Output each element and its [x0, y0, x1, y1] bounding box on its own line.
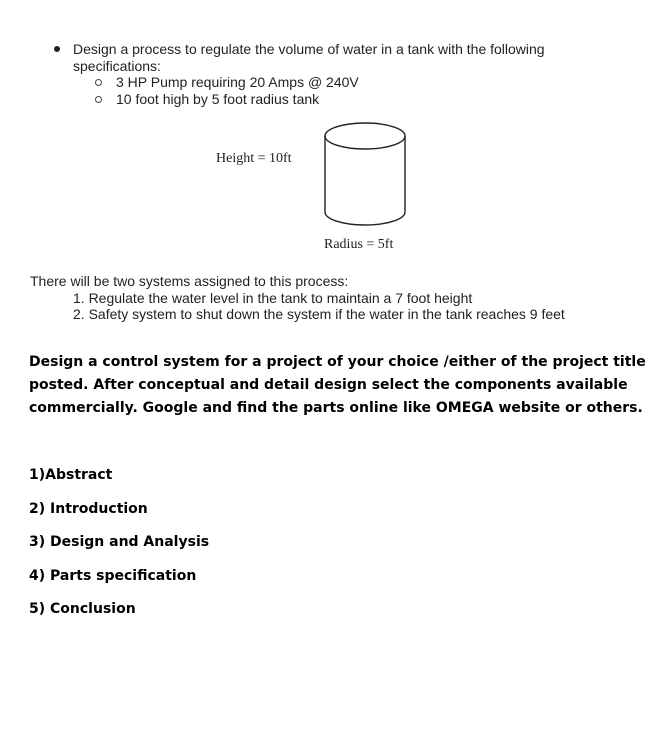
assignment-line1: Design a control system for a project of your choice /either of the project title [29, 354, 646, 370]
outline-item-conclusion: 5) Conclusion [29, 601, 136, 617]
sub-bullet-icon [95, 96, 102, 103]
systems-item: 1. Regulate the water level in the tank to maintain a 7 foot height [73, 290, 473, 306]
height-label: Height = 10ft [216, 151, 292, 166]
outline-item-design-analysis: 3) Design and Analysis [29, 534, 210, 550]
spec-bullet-line1: Design a process to regulate the volume of water in a tank with the following [73, 41, 545, 57]
outline-item-parts-specification: 4) Parts specification [29, 568, 197, 584]
spec-bullet-line2: specifications: [73, 58, 161, 74]
tank-cylinder-figure [318, 116, 412, 232]
bullet-icon [54, 46, 60, 52]
spec-sub-item: 3 HP Pump requiring 20 Amps @ 240V [116, 74, 359, 90]
outline-item-abstract: 1)Abstract [29, 467, 113, 483]
systems-intro: There will be two systems assigned to this process: [30, 273, 349, 289]
systems-item: 2. Safety system to shut down the system if the water in the tank reaches 9 feet [73, 306, 565, 322]
spec-sub-item: 10 foot high by 5 foot radius tank [116, 91, 320, 107]
radius-label: Radius = 5ft [324, 237, 394, 252]
assignment-line2: posted. After conceptual and detail design select the components available [29, 377, 628, 393]
sub-bullet-icon [95, 79, 102, 86]
outline-item-introduction: 2) Introduction [29, 501, 148, 517]
assignment-line3: commercially. Google and find the parts online like OMEGA website or others. [29, 400, 643, 416]
